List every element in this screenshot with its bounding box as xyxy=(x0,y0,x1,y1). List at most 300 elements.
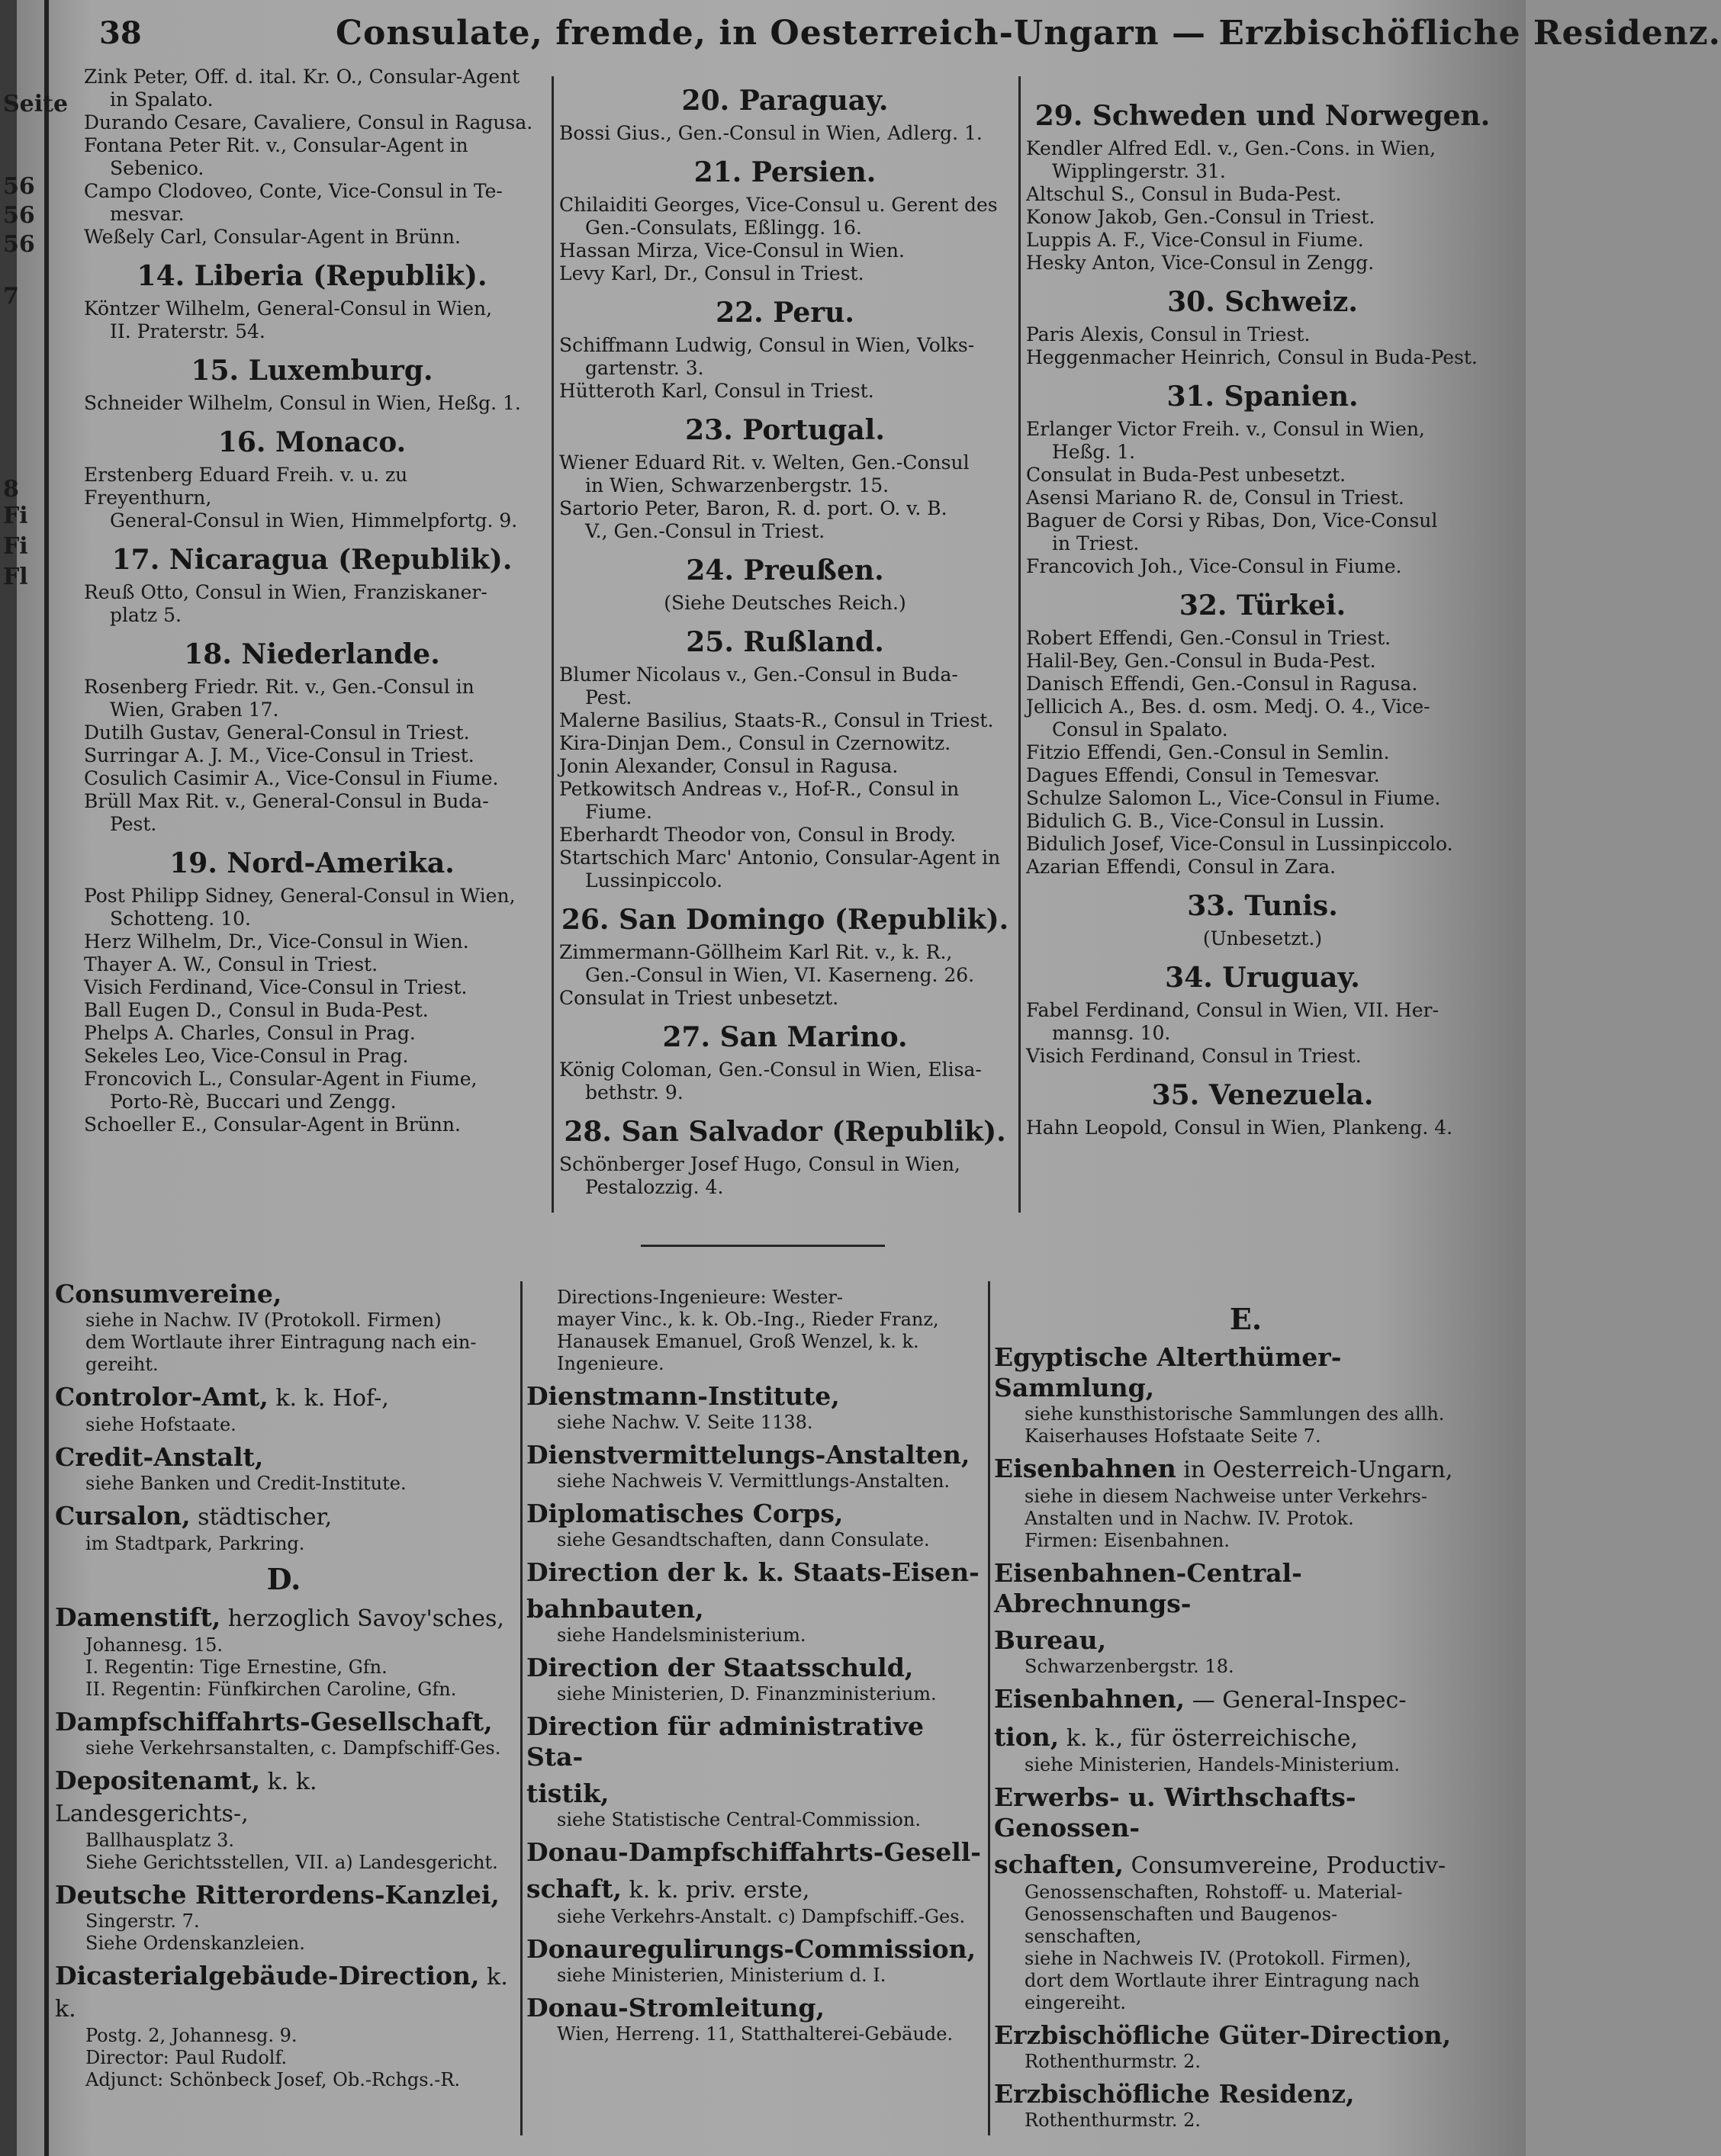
section-divider xyxy=(641,1245,885,1247)
index-keyword xyxy=(526,1499,984,1529)
keyword-text: tion, xyxy=(994,1722,1060,1752)
entry-continuation: Heßg. 1. xyxy=(1052,441,1136,463)
directory-entry xyxy=(559,755,1011,778)
index-entry xyxy=(526,1557,984,1588)
directory-entry xyxy=(559,497,1011,543)
entry-text: Herz Wilhelm, Dr., Vice-Consul in Wien. xyxy=(84,930,469,953)
index-keyword xyxy=(55,1961,513,2025)
index-reference: siehe Gesandtschaften, dann Consulate. xyxy=(557,1529,930,1550)
entry-continuation: gartenstr. 3. xyxy=(585,357,704,379)
strip-text: 7 xyxy=(3,283,19,310)
entry-text: Zink Peter, Off. d. ital. Kr. O., Consular-Agent xyxy=(84,66,520,88)
index-keyword xyxy=(55,1602,513,1634)
directory-entry xyxy=(84,999,540,1022)
index-reference: siehe Verkehrsanstalten, c. Dampfschiff-Ges. xyxy=(85,1737,501,1759)
keyword-text: Cursalon, xyxy=(55,1501,191,1531)
keyword-text: Direction für administrative Sta- xyxy=(526,1711,924,1772)
entry-text: Rosenberg Friedr. Rit. v., Gen.-Consul in xyxy=(84,676,474,698)
entry-text: Francovich Joh., Vice-Consul in Fiume. xyxy=(1026,555,1402,577)
directory-entry xyxy=(1026,764,1499,787)
entry-text: Visich Ferdinand, Consul in Triest. xyxy=(1026,1045,1362,1067)
index-reference: dem Wortlaute ihrer Eintragung nach ein- xyxy=(85,1332,477,1353)
directory-entry xyxy=(1026,787,1499,810)
country-heading: 26. San Domingo (Republik). xyxy=(561,904,1009,936)
directory-entry xyxy=(1026,810,1499,833)
index-reference: siehe Hofstaate. xyxy=(85,1414,236,1435)
country-sections xyxy=(84,259,540,1136)
index-reference: siehe Statistische Central-Commission. xyxy=(557,1809,921,1830)
index-entry xyxy=(994,1782,1497,1843)
entry-continuation: platz 5. xyxy=(110,604,182,626)
directory-entry xyxy=(1026,509,1499,555)
entry-text: Robert Effendi, Gen.-Consul in Triest. xyxy=(1026,627,1391,649)
directory-entry xyxy=(84,464,540,532)
index-reference: siehe kunsthistorische Sammlungen des allh. xyxy=(1025,1403,1445,1425)
entry-text: Jellicich A., Bes. d. osm. Medj. O. 4., Vice- xyxy=(1026,696,1430,718)
keyword-text: Eisenbahnen, xyxy=(994,1684,1185,1714)
country-heading: 27. San Marino. xyxy=(662,1021,908,1053)
directory-entry xyxy=(84,581,540,627)
directory-entry xyxy=(1026,999,1499,1045)
keyword-text: Deutsche Ritterordens-Kanzlei, xyxy=(55,1880,500,1910)
keyword-text: Dienstmann-Institute, xyxy=(526,1381,840,1411)
strip-text: Fi xyxy=(3,533,28,560)
entry-text: Erstenberg Eduard Freih. v. u. zu Freyenthurn, xyxy=(84,464,408,509)
country-heading: 34. Uruguay. xyxy=(1165,962,1360,994)
index-column-3 xyxy=(994,1296,1497,2138)
entry-continuation: II. Praterstr. 54. xyxy=(110,320,265,342)
strip-text: 8 xyxy=(3,476,19,503)
country-heading: 24. Preußen. xyxy=(686,554,884,586)
directory-entry xyxy=(84,1068,540,1113)
directory-entry xyxy=(559,709,1011,732)
index-keyword xyxy=(526,1594,984,1624)
index-reference: siehe in diesem Nachweise unter Verkehrs- xyxy=(1025,1486,1427,1507)
keyword-text: Controlor-Amt, xyxy=(55,1382,269,1412)
index-reference: siehe Banken und Credit-Institute. xyxy=(85,1473,407,1494)
entry-text: Levy Karl, Dr., Consul in Triest. xyxy=(559,262,864,284)
index-entry xyxy=(994,2020,1497,2073)
entry-text: König Coloman, Gen.-Consul in Wien, Elisa- xyxy=(559,1059,982,1081)
entry-continuation: V., Gen.-Consul in Triest. xyxy=(585,520,825,542)
index-entry xyxy=(55,1442,513,1495)
index-entry xyxy=(526,1837,984,1868)
index-entry xyxy=(994,1342,1497,1448)
index-reference: Wien, Herreng. 11, Statthalterei-Gebäude. xyxy=(557,2023,954,2045)
entry-continuation: Pestalozzig. 4. xyxy=(585,1176,724,1198)
page-number: 38 xyxy=(99,15,142,51)
index-reference: Schwarzenbergstr. 18. xyxy=(1025,1656,1234,1677)
index-keyword xyxy=(526,1711,984,1772)
index-entry xyxy=(55,1501,513,1555)
index-reference: I. Regentin: Tige Ernestine, Gfn. xyxy=(85,1656,388,1678)
index-reference: siehe Verkehrs-Anstalt. c) Dampfschiff.-Ges. xyxy=(557,1906,966,1927)
index-keyword xyxy=(994,1342,1497,1403)
directory-entry xyxy=(84,392,540,415)
index-letter: E. xyxy=(1229,1302,1263,1336)
index-keyword xyxy=(994,1849,1497,1881)
directory-entry xyxy=(1026,137,1499,183)
index-keyword xyxy=(55,1382,513,1414)
page-edge-shadow xyxy=(0,0,17,2156)
index-reference: Siehe Ordenskanzleien. xyxy=(85,1933,305,1954)
keyword-text: Donau-Stromleitung, xyxy=(526,1993,825,2023)
index-entry xyxy=(994,1722,1497,1776)
index-reference: Firmen: Eisenbahnen. xyxy=(1025,1530,1230,1551)
directory-entry xyxy=(559,664,1011,709)
entry-text: Consulat in Triest unbesetzt. xyxy=(559,987,839,1009)
country-heading: 33. Tunis. xyxy=(1187,890,1338,922)
entry-text: Ball Eugen D., Consul in Buda-Pest. xyxy=(84,999,429,1021)
index-keyword xyxy=(526,1381,984,1412)
entry-text: Petkowitsch Andreas v., Hof-R., Consul in xyxy=(559,778,960,800)
running-head: Consulate, fremde, in Oesterreich-Ungarn — Erzbischöfliche Residenz. xyxy=(336,14,1721,53)
index-keyword xyxy=(994,1625,1497,1656)
entry-text: Baguer de Corsi y Ribas, Don, Vice-Consul xyxy=(1026,509,1438,532)
index-entry xyxy=(526,1711,984,1772)
directory-entry xyxy=(559,732,1011,755)
directory-entry xyxy=(1026,555,1499,578)
entry-continuation: Wien, Graben 17. xyxy=(110,699,279,721)
entry-text: Reuß Otto, Consul in Wien, Franziskaner- xyxy=(84,581,487,603)
keyword-text: Donau-Dampfschiffahrts-Gesell- xyxy=(526,1837,981,1867)
entry-continuation: Consul in Spalato. xyxy=(1052,718,1228,741)
entry-text: Jonin Alexander, Consul in Ragusa. xyxy=(559,755,899,777)
entry-text: Schneider Wilhelm, Consul in Wien, Heßg. 1. xyxy=(84,392,521,414)
directory-entry xyxy=(559,334,1011,380)
directory-entry xyxy=(84,180,540,226)
entry-text: Azarian Effendi, Consul in Zara. xyxy=(1026,856,1337,878)
column-consuls-3 xyxy=(1026,88,1499,1139)
entry-text: Malerne Basilius, Staats-R., Consul in Triest. xyxy=(559,709,994,731)
index-keyword xyxy=(994,1558,1497,1619)
country-heading: 25. Rußland. xyxy=(686,626,884,658)
entry-text: Bidulich G. B., Vice-Consul in Lussin. xyxy=(1026,810,1385,832)
entry-continuation: Pest. xyxy=(110,813,157,835)
entry-continuation: mesvar. xyxy=(110,203,185,225)
strip-text: Fl xyxy=(3,564,28,590)
entry-text: Dutilh Gustav, General-Consul in Triest. xyxy=(84,721,470,744)
entry-text: Blumer Nicolaus v., Gen.-Consul in Buda- xyxy=(559,664,958,686)
directory-entry xyxy=(84,767,540,790)
directory-entry xyxy=(1026,673,1499,696)
index-reference: Adjunct: Schönbeck Josef, Ob.-Rchgs.-R. xyxy=(85,2069,461,2090)
index-entry xyxy=(526,1381,984,1434)
entry-continuation: Wipplingerstr. 31. xyxy=(1052,160,1226,182)
entry-continuation: Gen.-Consulats, Eßlingg. 16. xyxy=(585,217,862,239)
entry-text: Hütteroth Karl, Consul in Triest. xyxy=(559,380,874,402)
index-reference: siehe Ministerien, Ministerium d. I. xyxy=(557,1965,886,1986)
index-reference: dort dem Wortlaute ihrer Eintragung nach xyxy=(1025,1970,1420,1991)
keyword-text: Bureau, xyxy=(994,1625,1107,1655)
index-keyword xyxy=(994,1454,1497,1486)
directory-entry xyxy=(84,744,540,767)
index-entry xyxy=(526,1594,984,1647)
index-reference: Directions-Ingenieure: Wester- xyxy=(557,1287,844,1308)
index-keyword xyxy=(994,2020,1497,2051)
directory-entry xyxy=(84,885,540,930)
directory-entry xyxy=(1026,1117,1499,1139)
entry-text: Schönberger Josef Hugo, Consul in Wien, xyxy=(559,1153,960,1175)
index-reference: siehe Ministerien, D. Finanzministerium. xyxy=(557,1683,937,1705)
directory-entry xyxy=(84,226,540,249)
country-heading: 32. Türkei. xyxy=(1179,590,1346,622)
index-keyword xyxy=(526,1874,984,1906)
keyword-qualifier: k. k., für österreichische, xyxy=(1059,1725,1358,1752)
directory-entry xyxy=(84,66,540,111)
country-heading: 21. Persien. xyxy=(693,156,877,188)
directory-entry xyxy=(1026,741,1499,764)
directory-entry xyxy=(84,297,540,343)
entry-continuation: Fiume. xyxy=(585,801,652,823)
index-entry xyxy=(994,2079,1497,2132)
country-heading: 16. Monaco. xyxy=(217,426,407,458)
keyword-text: schaften, xyxy=(994,1849,1124,1879)
index-entry xyxy=(526,1874,984,1928)
index-reference: siehe Nachw. V. Seite 1138. xyxy=(557,1412,813,1433)
directory-entry xyxy=(559,451,1011,497)
entry-text: Luppis A. F., Vice-Consul in Fiume. xyxy=(1026,229,1364,251)
directory-entry xyxy=(1026,627,1499,650)
directory-entry xyxy=(1026,418,1499,464)
entry-text: Danisch Effendi, Gen.-Consul in Ragusa. xyxy=(1026,673,1418,695)
entry-text: Konow Jakob, Gen.-Consul in Triest. xyxy=(1026,206,1375,228)
index-keyword xyxy=(526,1778,984,1809)
index-entry xyxy=(55,1766,513,1874)
entry-text: Hassan Mirza, Vice-Consul in Wien. xyxy=(559,239,905,262)
index-reference: gereiht. xyxy=(85,1354,159,1375)
keyword-text: Dicasterialgebäude-Direction, xyxy=(55,1961,480,1991)
column-rule xyxy=(552,76,554,1213)
index-reference: Kaiserhauses Hofstaate Seite 7. xyxy=(1025,1425,1321,1447)
entry-text: Wiener Eduard Rit. v. Welten, Gen.-Consul xyxy=(559,451,970,474)
index-reference: II. Regentin: Fünfkirchen Caroline, Gfn. xyxy=(85,1679,457,1700)
index-reference: Genossenschaften, Rohstoff- u. Material- xyxy=(1025,1881,1403,1903)
entry-text: Kira-Dinjan Dem., Consul in Czernowitz. xyxy=(559,732,951,754)
index-reference: Director: Paul Rudolf. xyxy=(85,2047,288,2068)
keyword-text: Eisenbahnen xyxy=(994,1454,1176,1483)
index-entry xyxy=(55,1880,513,1955)
index-reference: Hanausek Emanuel, Groß Wenzel, k. k. xyxy=(557,1331,919,1352)
directory-entry xyxy=(559,987,1011,1010)
keyword-text: schaft, xyxy=(526,1874,622,1904)
keyword-text: bahnbauten, xyxy=(526,1594,704,1624)
index-reference: Postg. 2, Johannesg. 9. xyxy=(85,2025,298,2046)
index-keyword xyxy=(526,1653,984,1683)
keyword-qualifier: städtischer, xyxy=(190,1504,333,1531)
directory-entry xyxy=(1026,696,1499,741)
entry-text: Schiffmann Ludwig, Consul in Wien, Volks- xyxy=(559,334,975,356)
entry-continuation: Schotteng. 10. xyxy=(110,908,251,930)
index-entry xyxy=(994,1558,1497,1619)
entry-text: Startschich Marc' Antonio, Consular-Agent in xyxy=(559,847,1001,869)
keyword-qualifier: k. k. priv. erste, xyxy=(621,1877,810,1904)
directory-entry xyxy=(1026,833,1499,856)
entry-text: Visich Ferdinand, Vice-Consul in Triest. xyxy=(84,976,468,998)
entry-text: Brüll Max Rit. v., General-Consul in Buda- xyxy=(84,790,489,812)
directory-entry xyxy=(84,1022,540,1045)
index-entry xyxy=(55,1707,513,1759)
entry-text: Dagues Effendi, Consul in Temesvar. xyxy=(1026,764,1380,786)
entry-text: Bidulich Josef, Vice-Consul in Lussinpiccolo. xyxy=(1026,833,1453,855)
index-keyword xyxy=(994,2079,1497,2109)
directory-entry xyxy=(1026,464,1499,487)
index-reference: siehe Ministerien, Handels-Ministerium. xyxy=(1025,1754,1400,1775)
country-heading: 22. Peru. xyxy=(716,297,854,329)
country-note: (Siehe Deutsches Reich.) xyxy=(664,592,906,614)
directory-entry xyxy=(1026,229,1499,252)
index-keyword xyxy=(994,1684,1497,1716)
column-rule xyxy=(1018,76,1021,1213)
keyword-text: Credit-Anstalt, xyxy=(55,1442,264,1472)
index-entry xyxy=(994,1849,1497,2014)
keyword-text: Donauregulirungs-Commission, xyxy=(526,1934,976,1964)
index-entry xyxy=(526,1934,984,1987)
index-reference: siehe in Nachw. IV (Protokoll. Firmen) xyxy=(85,1309,442,1331)
entry-text: Sartorio Peter, Baron, R. d. port. O. v. B. xyxy=(559,497,947,519)
directory-entry xyxy=(84,976,540,999)
entry-continuation: Pest. xyxy=(585,686,632,708)
entry-text: Bossi Gius., Gen.-Consul in Wien, Adlerg. 1. xyxy=(559,122,983,144)
index-entry xyxy=(994,1625,1497,1678)
index-reference: siehe Handelsministerium. xyxy=(557,1624,806,1646)
directory-entry xyxy=(84,790,540,836)
keyword-text: Consumvereine, xyxy=(55,1279,282,1309)
entry-text: Campo Clodoveo, Conte, Vice-Consul in Te- xyxy=(84,180,503,202)
strip-text: 56 xyxy=(3,173,35,200)
directory-entry xyxy=(1026,183,1499,206)
directory-entry xyxy=(559,824,1011,847)
index-keyword xyxy=(526,1993,984,2023)
index-keyword xyxy=(994,1782,1497,1843)
entry-text: Sekeles Leo, Vice-Consul in Prag. xyxy=(84,1045,409,1067)
country-heading: 35. Venezuela. xyxy=(1151,1079,1374,1111)
keyword-qualifier: k. k. xyxy=(55,1964,508,2023)
lead-entries xyxy=(84,66,540,249)
entry-text: Schoeller E., Consular-Agent in Brünn. xyxy=(84,1113,461,1136)
directory-entry xyxy=(559,122,1011,145)
index-keyword xyxy=(526,1440,984,1470)
index-keyword xyxy=(526,1934,984,1965)
index-reference: Ballhausplatz 3. xyxy=(85,1830,234,1851)
directory-entry xyxy=(1026,1045,1499,1068)
keyword-text: Dienstvermittelungs-Anstalten, xyxy=(526,1440,970,1470)
index-reference: im Stadtpark, Parkring. xyxy=(85,1533,305,1554)
index-reference: Genossenschaften und Baugenos- xyxy=(1025,1904,1338,1925)
index-reference: Singerstr. 7. xyxy=(85,1910,200,1932)
entry-text: Kendler Alfred Edl. v., Gen.-Cons. in Wien, xyxy=(1026,137,1436,159)
index-entry xyxy=(55,1279,513,1376)
entry-text: Weßely Carl, Consular-Agent in Brünn. xyxy=(84,226,461,248)
entry-continuation: Gen.-Consul in Wien, VI. Kaserneng. 26. xyxy=(585,964,975,986)
directory-entry xyxy=(84,953,540,976)
index-column-2 xyxy=(526,1285,984,2052)
keyword-text: Diplomatisches Corps, xyxy=(526,1499,844,1528)
directory-entry xyxy=(559,380,1011,403)
index-entry xyxy=(994,1454,1497,1552)
keyword-text: Direction der Staatsschuld, xyxy=(526,1653,914,1682)
entry-text: Zimmermann-Göllheim Karl Rit. v., k. R., xyxy=(559,941,953,963)
directory-entry xyxy=(84,676,540,721)
entry-text: Fabel Ferdinand, Consul in Wien, VII. Her- xyxy=(1026,999,1439,1021)
entry-text: Consulat in Buda-Pest unbesetzt. xyxy=(1026,464,1346,486)
index-reference: Johannesg. 15. xyxy=(85,1634,224,1656)
directory-entry xyxy=(1026,346,1499,369)
entry-text: Hesky Anton, Vice-Consul in Zengg. xyxy=(1026,252,1375,274)
keyword-text: Erzbischöfliche Residenz, xyxy=(994,2079,1355,2109)
entry-text: Altschul S., Consul in Buda-Pest. xyxy=(1026,183,1342,205)
entry-continuation: in Wien, Schwarzenbergstr. 15. xyxy=(585,474,889,496)
keyword-qualifier: — General-Inspec- xyxy=(1185,1687,1407,1714)
directory-entry xyxy=(559,1153,1011,1199)
keyword-qualifier: herzoglich Savoy'sches, xyxy=(220,1605,504,1632)
column-consuls-1 xyxy=(84,66,540,1136)
index-reference: eingereiht. xyxy=(1025,1992,1126,2013)
country-heading: 31. Spanien. xyxy=(1166,381,1359,413)
index-reference: Rothenthurmstr. 2. xyxy=(1025,2051,1201,2072)
keyword-text: Dampfschiffahrts-Gesellschaft, xyxy=(55,1707,493,1737)
entry-text: Hahn Leopold, Consul in Wien, Plankeng. 4. xyxy=(1026,1117,1453,1139)
directory-entry xyxy=(1026,856,1499,879)
index-entry xyxy=(994,1684,1497,1716)
entry-text: Cosulich Casimir A., Vice-Consul in Fiume. xyxy=(84,767,499,789)
directory-entry xyxy=(84,721,540,744)
entry-continuation: in Spalato. xyxy=(110,88,214,111)
column-rule xyxy=(520,1281,523,2135)
directory-entry xyxy=(1026,206,1499,229)
directory-entry xyxy=(559,1059,1011,1104)
index-reference: Siehe Gerichtsstellen, VII. a) Landesgericht. xyxy=(85,1852,498,1873)
directory-entry xyxy=(84,1113,540,1136)
keyword-text: Egyptische Alterthümer-Sammlung, xyxy=(994,1342,1342,1403)
page-header xyxy=(99,11,1721,64)
entry-continuation: General-Consul in Wien, Himmelpfortg. 9. xyxy=(110,509,518,532)
keyword-text: Erwerbs- u. Wirthschafts-Genossen- xyxy=(994,1782,1356,1843)
country-sections xyxy=(1026,99,1499,1139)
index-keyword xyxy=(55,1880,513,1910)
index-keyword xyxy=(55,1707,513,1737)
index-entry xyxy=(55,1602,513,1701)
column-rule xyxy=(988,1281,990,2135)
entry-text: Schulze Salomon L., Vice-Consul in Fiume. xyxy=(1026,787,1441,809)
index-entry xyxy=(526,1440,984,1492)
entry-text: Durando Cesare, Cavaliere, Consul in Ragusa. xyxy=(84,111,533,133)
directory-entry xyxy=(1026,252,1499,275)
entry-text: Asensi Mariano R. de, Consul in Triest. xyxy=(1026,487,1404,509)
index-entry xyxy=(55,1382,513,1436)
directory-entry xyxy=(84,1045,540,1068)
index-reference: Rothenthurmstr. 2. xyxy=(1025,2109,1201,2131)
strip-text: Seite xyxy=(3,91,69,117)
country-heading: 20. Paraguay. xyxy=(681,85,889,117)
entry-text: Chilaiditi Georges, Vice-Consul u. Gerent des xyxy=(559,194,998,216)
entry-text: Erlanger Victor Freih. v., Consul in Wien, xyxy=(1026,418,1425,440)
index-keyword xyxy=(55,1766,513,1830)
index-keyword xyxy=(994,1722,1497,1754)
keyword-qualifier: in Oesterreich-Ungarn, xyxy=(1176,1457,1453,1483)
index-keyword xyxy=(55,1442,513,1473)
index-entry xyxy=(526,1499,984,1551)
index-entry xyxy=(526,1287,984,1375)
strip-text: Fi xyxy=(3,503,28,529)
directory-entry xyxy=(559,262,1011,285)
entry-text: Fitzio Effendi, Gen.-Consul in Semlin. xyxy=(1026,741,1390,763)
country-heading: 28. San Salvador (Republik). xyxy=(564,1116,1006,1148)
country-note: (Unbesetzt.) xyxy=(1202,927,1323,949)
country-heading: 19. Nord-Amerika. xyxy=(169,847,455,879)
column-consuls-2 xyxy=(559,73,1011,1199)
country-sections xyxy=(559,84,1011,1199)
